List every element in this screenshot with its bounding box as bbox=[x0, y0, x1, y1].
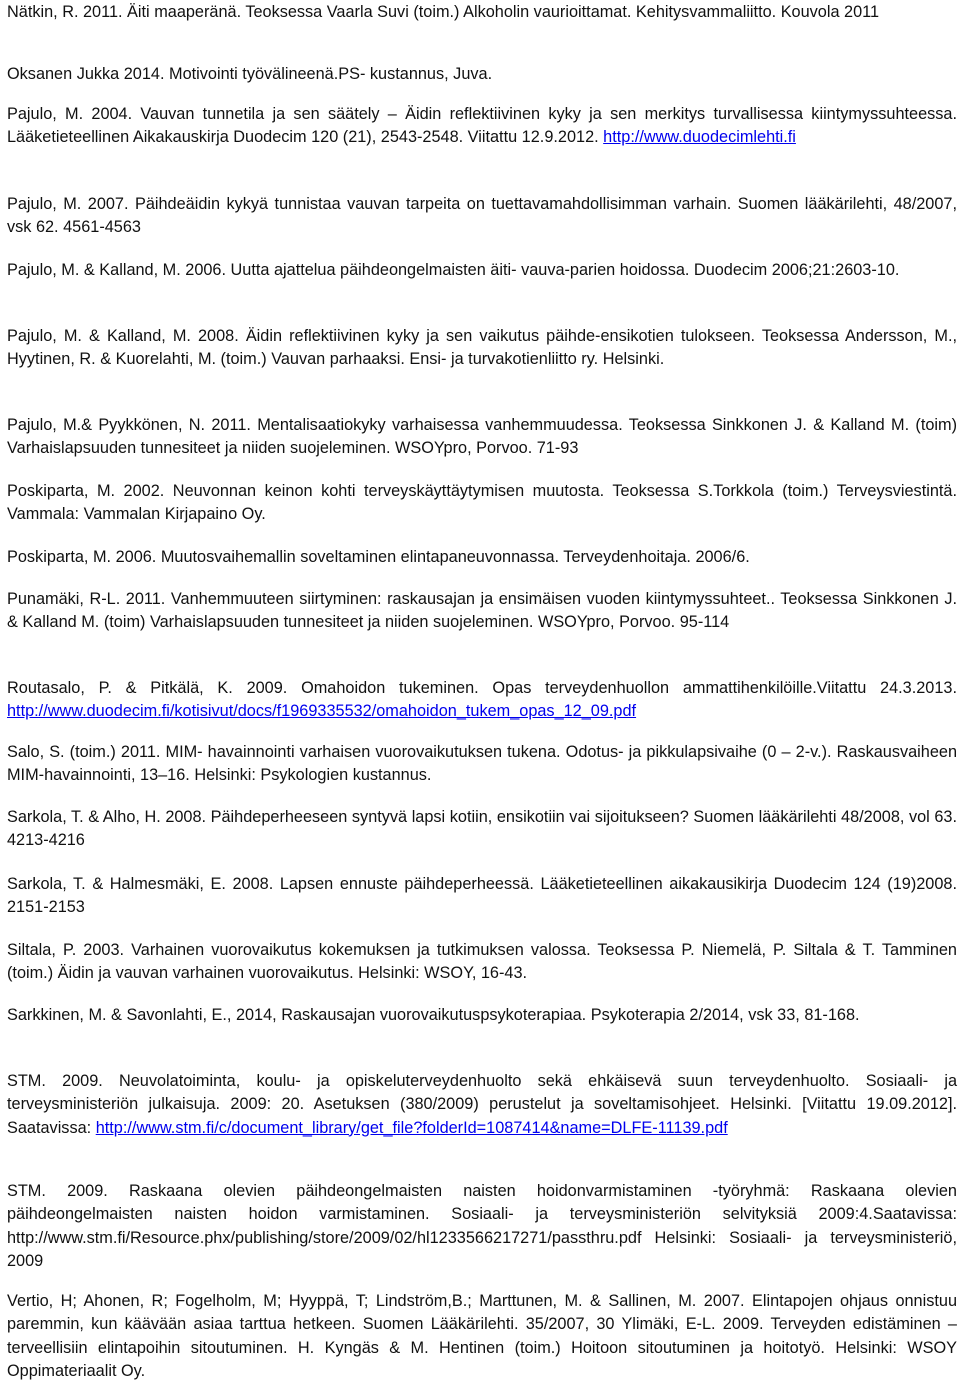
reference-item: Sarkkinen, M. & Savonlahti, E., 2014, Raskausajan vuorovaikutuspsykoterapiaa. Psykoterapia 2/2014, vsk 33, 81-168. bbox=[7, 1006, 860, 1024]
reference-item: Vertio, H; Ahonen, R; Fogelholm, M; Hyyppä, T; Lindström,B.; Marttunen, M. & Sallinen, M. 2007. Elintapojen ohjaus onnistuu paremmin, kun käävään asiaa tarttua hetkeen. Suomen Lääkärilehti. 35/2007, 30 Ylimäki, E-L. 2009. Terveyden edistäminen –terveellisiin elintapoihin sitoutuminen. H. Kyngäs & M. Hentinen (toim.) Hoitoon sitoutuminen ja hoitotyö. Helsinki: WSOY Oppimateriaalit Oy. bbox=[7, 1292, 957, 1380]
reference-item: Punamäki, R-L. 2011. Vanhemmuuteen siirtyminen: raskausajan ja ensimäisen vuoden kiintymyssuhteet.. Teoksessa Sinkkonen J. & Kalland M. (toim) Varhaislapsuuden tunnesiteet ja niiden suojeleminen. WSOYpro, Porvoo. 95-114 bbox=[7, 590, 957, 632]
reference-item: STM. 2009. Raskaana olevien päihdeongelmaisten naisten hoidonvarmistaminen -työryhmä: Raskaana olevien päihdeongelmaisten naisten hoidon varmistaminen. Sosiaali- ja terveysministeriön selvityksiä 2009:4.Saatavissa: http://www.stm.fi/Resource.phx/publishing/store/2009/02/hl1233566217271/passthru.pdf Helsinki: Sosiaali- ja terveysministeriö, 2009 bbox=[7, 1182, 957, 1270]
reference-item: Salo, S. (toim.) 2011. MIM- havainnointi varhaisen vuorovaikutuksen tukena. Odotus- ja pikkulapsivaihe (0 – 2-v.). Raskausvaiheen MIM-havainnointi, 13–16. Helsinki: Psykologien kustannus. bbox=[7, 743, 957, 785]
reference-item: Pajulo, M.& Pyykkönen, N. 2011. Mentalisaatiokyky varhaisessa vanhemmuudessa. Teoksessa Sinkkonen J. & Kalland M. (toim) Varhaislapsuuden tunnesiteet ja niiden suojeleminen. WSOYpro, Porvoo. 71-93 bbox=[7, 416, 957, 458]
reference-link[interactable]: http://www.duodecim.fi/kotisivut/docs/f1969335532/omahoidon_tukem_opas_12_09.pdf bbox=[7, 702, 637, 721]
reference-item: Pajulo, M. 2007. Päihdeäidin kykyä tunnistaa vauvan tarpeita on tuettavamahdollisimman varhain. Suomen lääkärilehti, 48/2007, vsk 62. 4561-4563 bbox=[7, 195, 957, 237]
reference-link[interactable]: http://www.duodecimlehti.fi bbox=[603, 128, 796, 147]
reference-item: Oksanen Jukka 2014. Motivointi työvälineenä.PS- kustannus, Juva. bbox=[7, 65, 493, 83]
reference-item: Poskiparta, M. 2006. Muutosvaihemallin soveltaminen elintapaneuvonnassa. Terveydenhoitaja. 2006/6. bbox=[7, 548, 750, 566]
reference-item: Poskiparta, M. 2002. Neuvonnan keinon kohti terveyskäyttäytymisen muutosta. Teoksessa S.Torkkola (toim.) Terveysviestintä. Vammala: Vammalan Kirjapaino Oy. bbox=[7, 482, 957, 524]
reference-item: Routasalo, P. & Pitkälä, K. 2009. Omahoidon tukeminen. Opas terveydenhuollon ammattihenkilöille.Viitattu 24.3.2013. http://www.duodecim.fi/kotisivut/docs/f1969335532/omahoidon_tukem_opas_12_09.pdf bbox=[7, 679, 957, 721]
reference-item: Nätkin, R. 2011. Äiti maaperänä. Teoksessa Vaarla Suvi (toim.) Alkoholin vaurioittamat. Kehitysvammaliitto. Kouvola 2011 bbox=[7, 3, 880, 21]
reference-item: STM. 2009. Neuvolatoiminta, koulu- ja opiskeluterveydenhuolto sekä ehkäisevä suun terveydenhuolto. Sosiaali- ja terveysministeriön julkaisuja. 2009: 20. Asetuksen (380/2009) perustelut ja soveltamisohjeet. Helsinki. [Viitattu 19.09.2012]. Saatavissa: http://www.stm.fi/c/document_library/get_file?folderId=1087414&name=DLFE-11139.pdf bbox=[7, 1072, 957, 1137]
reference-item: Pajulo, M. & Kalland, M. 2008. Äidin reflektiivinen kyky ja sen vaikutus päihde-ensikotien tulokseen. Teoksessa Andersson, M., Hyytinen, R. & Kuorelahti, M. (toim.) Vauvan parhaaksi. Ensi- ja turvakotienliitto ry. Helsinki. bbox=[7, 327, 957, 369]
reference-link[interactable]: http://www.stm.fi/c/document_library/get_file?folderId=1087414&name=DLFE-11139.pdf bbox=[95, 1118, 728, 1137]
reference-item: Pajulo, M. 2004. Vauvan tunnetila ja sen säätely – Äidin reflektiivinen kyky ja sen merkitys turvallisessa kiintymyssuhteessa. Lääketieteellinen Aikakauskirja Duodecim 120 (21), 2543-2548. Viitattu 12.9.2012. http://www.duodecimlehti.fi bbox=[7, 105, 957, 147]
reference-item: Sarkola, T. & Halmesmäki, E. 2008. Lapsen ennuste päihdeperheessä. Lääketieteellinen aikakausikirja Duodecim 124 (19)2008. 2151-2153 bbox=[7, 875, 957, 917]
reference-item: Pajulo, M. & Kalland, M. 2006. Uutta ajattelua päihdeongelmaisten äiti- vauva-parien hoidossa. Duodecim 2006;21:2603-10. bbox=[7, 261, 900, 279]
reference-item: Siltala, P. 2003. Varhainen vuorovaikutus kokemuksen ja tutkimuksen valossa. Teoksessa P. Niemelä, P. Siltala & T. Tamminen (toim.) Äidin ja vauvan varhainen vuorovaikutus. Helsinki: WSOY, 16-43. bbox=[7, 941, 957, 983]
reference-item: Sarkola, T. & Alho, H. 2008. Päihdeperheeseen syntyvä lapsi kotiin, ensikotiin vai sijoitukseen? Suomen lääkärilehti 48/2008, vol 63. 4213-4216 bbox=[7, 808, 957, 850]
